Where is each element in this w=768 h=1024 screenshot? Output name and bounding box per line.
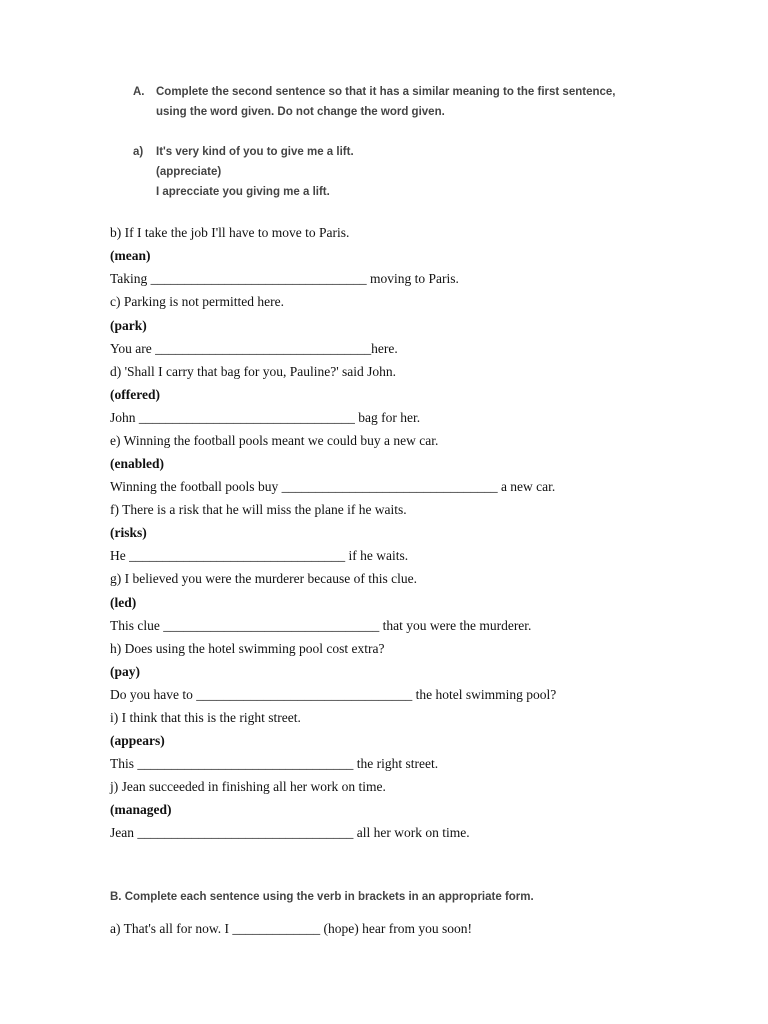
item-word: (mean) [110,248,151,263]
item-prompt: This clue ________________________________ that you were the murderer. [110,618,532,633]
section-a-marker: A. [133,86,145,98]
item-sentence: g) I believed you were the murderer because of this clue. [110,571,417,586]
item-word: (park) [110,318,147,333]
item-word: (appears) [110,733,165,748]
item-word: (enabled) [110,456,164,471]
item-prompt: Jean ________________________________ all her work on time. [110,825,470,840]
item-sentence: i) I think that this is the right street. [110,710,301,725]
section-a-instruction-line1: Complete the second sentence so that it has a similar meaning to the first sentence, [156,86,616,98]
item-sentence: d) 'Shall I carry that bag for you, Pauline?' said John. [110,364,397,379]
item-prompt: Winning the football pools buy ________________________________ a new car. [110,479,556,494]
item-prompt: This ________________________________ the right street. [110,756,439,771]
item-word: (pay) [110,664,140,679]
item-word: (managed) [110,802,172,817]
section-a-instruction-line2: using the word given. Do not change the word given. [156,106,445,118]
item-sentence: j) Jean succeeded in finishing all her work on time. [110,779,386,794]
item-prompt: Do you have to ________________________________ the hotel swimming pool? [110,687,557,702]
section-b-instruction: B. Complete each sentence using the verb in brackets in an appropriate form. [110,891,534,903]
item-sentence: b) If I take the job I'll have to move to Paris. [110,225,350,240]
item-sentence: e) Winning the football pools meant we could buy a new car. [110,433,439,448]
section-b-item-a: a) That's all for now. I _____________ (hope) hear from you soon! [110,921,472,936]
item-word: (led) [110,595,137,610]
item-prompt: Taking ________________________________ moving to Paris. [110,271,459,286]
example-answer: I aprecciate you giving me a lift. [156,186,330,198]
item-sentence: c) Parking is not permitted here. [110,294,284,309]
item-prompt: He ________________________________ if he waits. [110,548,409,563]
item-prompt: You are ________________________________here. [110,341,398,356]
item-sentence: f) There is a risk that he will miss the plane if he waits. [110,502,407,517]
example-word: (appreciate) [156,166,222,178]
item-word: (offered) [110,387,160,402]
item-word: (risks) [110,525,147,540]
item-prompt: John ________________________________ bag for her. [110,410,421,425]
example-marker: a) [133,146,144,158]
example-sentence: It's very kind of you to give me a lift. [156,146,354,158]
item-sentence: h) Does using the hotel swimming pool cost extra? [110,641,385,656]
